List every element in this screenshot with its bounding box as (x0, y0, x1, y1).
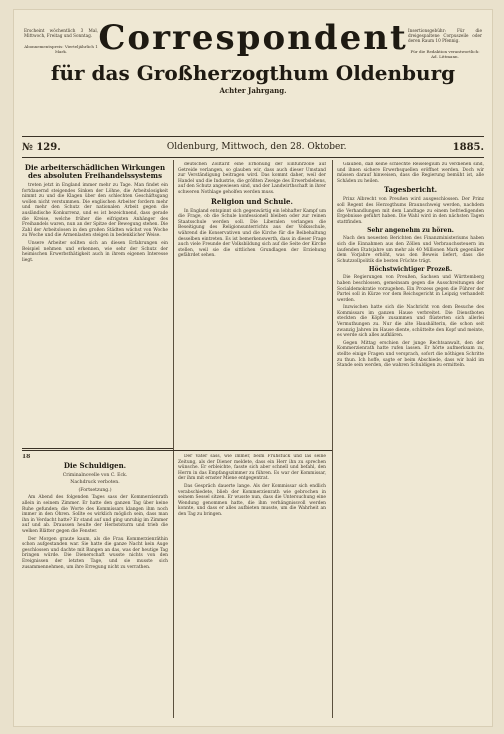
subscription-price: Abonnementspreis: Vierteljährlich 1 Mark. (24, 44, 98, 54)
news-item: Die Regierungen von Preußen, Sachsen und Württemberg haben beschlossen, gemeinsam gegen die Ausschreitungen der Socialdemokratie vorzugehen. Ein Prozess gegen die Führer der Partei soll in Kürze vor dem Reichsgericht in Leipzig verhandelt werden. (337, 275, 484, 303)
dateline (22, 136, 484, 158)
news-column-intro: Glauben, daß keine schlechte Reiselegium zu verdienen sind, und ihnen sichere Erwerbsquellen eröffnet werden. Doch wir müssen darauf hinweisen, dass die Regierung bemüht ist, alle Schäden zu heilen. (337, 162, 484, 184)
lead-article (22, 162, 168, 446)
news-item: Nach den neuesten Berichten des Finanzministeriums haben sich die Einnahmen aus den Zöllen und Verbrauchssteuern im laufenden Etatsjahre um mehr als 40 Millionen Mark gegenüber dem Vorjahre erhöht, was den Beweis liefert, dass die Schutzzollpolitik die besten Früchte trägt. (337, 236, 484, 264)
feuilleton-paragraph: Am Abend des folgenden Tages sass der Kommerzienrath allein in seinem Zimmer. Er hatte den ganzen Tag über keine Ruhe gefunden; die Worte des Kommissars klangen ihm noch immer in den Ohren. Sollte es wirklich möglich sein, dass man ihn in Verdacht hatte? Er stand auf und ging unruhig im Zimmer auf und ab. Draussen heulte der Herbststurm und trieb die welken Blätter gegen die Fenster. (22, 495, 168, 534)
news-subheading: Sehr angenehm zu hören. (367, 227, 454, 235)
issue-year: 1885. (452, 141, 484, 153)
feuilleton-title: Die Schuldigen. (63, 460, 127, 470)
feuilleton-rights: Nachdruck verboten. (70, 480, 120, 486)
middle-column-text: deutschen Zolltarif eine Erhöhung der Einfuhrzölle auf Getreide verlangen, so glauben wir, dass auch dieser Umstand zur Verständigung beitragen wird. Das kommt daher, weil der Handel und die Industrie, die größten Zweige des Erwerbslebens, auf den Schutz angewiesen sind, und der Landwirthschaft in ihrer schweren Nothlage geholfen werden muss. (178, 162, 326, 195)
newspaper-subtitle: für das Großherzogthum Oldenburg (50, 61, 456, 85)
feuilleton-divider (22, 448, 173, 449)
feuilleton-continuation: (Fortsetzung.) (78, 487, 112, 493)
lead-article-body-2: Unsere Arbeiter sollten sich an diesen Erfahrungen ein Beispiel nehmen und erkennen, wie sehr der Schutz der heimischen Erwerbsthätigkeit auch in ihrem eigenen Interesse liegt. (22, 240, 168, 263)
middle-column (178, 162, 326, 446)
column-divider (332, 160, 333, 718)
news-subheading: Höchstwichtiger Prozeß. (368, 266, 453, 274)
feuilleton-paragraph: Der Vater sass, wie immer, beim Frühstück und las seine Zeitung, als der Diener meldete, dass ein Herr ihn zu sprechen wünsche. Er erbleichte, fasste sich aber schnell und befahl, den Herrn in das Empfangszimmer zu führen. Es war der Kommissar, der ihm mit ernster Miene entgegentrat. (178, 454, 326, 482)
column-divider (173, 160, 174, 718)
news-item: Gegen Mittag erschien der junge Rechtsanwalt, den der Kommerzienrath hatte rufen lassen. Er hörte aufmerksam zu, stellte einige Fragen und versprach, sofort die nöthigen Schritte zu thun. Ich hoffe, sagte er beim Abschiede, dass wir bald im Stande sein werden, die wahren Schuldigen zu ermitteln. (337, 340, 484, 369)
editor-credit: Für die Redaktion verantwortlich: Ad. Littmann. (410, 49, 480, 59)
news-item: Prinz Albrecht von Preußen wird ausgeschlossen. Der Prinz soll Regent des Herzogthums Braunschweig werden, nachdem die Verhandlungen mit dem Landtage zu einem befriedigenden Ergebnisse geführt haben. Die Wahl wird in den nächsten Tagen stattfinden. (337, 197, 484, 225)
issue-number: № 129. (22, 141, 61, 153)
volume-label: Achter Jahrgang. (219, 86, 287, 95)
feuilleton-continued (178, 454, 326, 718)
feuilleton-paragraph: Das Gespräch dauerte lange. Als der Kommissar sich endlich verabschiedete, blieb der Kommerzienrath wie gebrochen in seinem Sessel sitzen. Er wusste nun, dass die Untersuchung eine Wendung genommen hatte, die ihm verhängnissvoll werden konnte, und dass er alles aufbieten musste, um die Wahrheit an den Tag zu bringen. (178, 483, 326, 517)
feuilleton (22, 454, 168, 718)
publication-schedule: Erscheint wöchentlich 3 Mal, Mittwoch, Freitag und Sonntag. (24, 28, 98, 38)
religion-school-heading: Religion und Schule. (211, 196, 293, 206)
newspaper-page (14, 10, 492, 726)
advertising-info (408, 28, 482, 59)
advertising-rates: Insertionsgebühr: Für die dreigespaltene Corpuszeile oder deren Raum 10 Pfennig. (408, 28, 482, 43)
news-column (337, 162, 484, 718)
news-item: Inzwischen hatte sich die Nachricht von dem Besuche des Kommissars im ganzen Hause verbreitet. Die Dienstboten steckten die Köpfe zusammen und flüsterten sich allerlei Vermuthungen zu. Nur die alte Haushälterin, die schon seit zwanzig Jahren im Hause diente, schüttelte den Kopf und meinte, es werde sich alles aufklären. (337, 305, 484, 339)
feuilleton-paragraph: Der Morgen graute kaum, als die Frau Kommerzienräthin schon aufgestanden war. Sie hatte die ganze Nacht kein Auge geschlossen und dachte mit Bangen an das, was der heutige Tag bringen würde. Die Dienerschaft wusste nichts von den Ereignissen der letzten Tage, und sie musste sich zusammennehmen, um ihre Erregung nicht zu verrathen. (22, 536, 168, 570)
daily-report-heading: Tagesbericht. (383, 185, 438, 195)
newspaper-title: Correspondent (98, 18, 408, 58)
issue-date: Oldenburg, Mittwoch, den 28. Oktober. (166, 142, 347, 152)
lead-article-body: treten jetzt in England immer mehr zu Tage. Man findet ein fortdauernd steigendes Sinken der Löhne, die Arbeitslosigkeit nimmt zu und die Klagen über den schlechten Geschäftsgang wollen nicht verstummen. Die englischen Arbeiter fordern mehr und mehr den Schutz der nationalen Arbeit gegen die ausländische Konkurrenz, und es ist bezeichnend, dass gerade die Kreise, welche früher die eifrigsten Anhänger des Freihandels waren, nun an der Spitze der Bewegung stehen. Die Zahl der Arbeitslosen in den großen Städten wächst von Woche zu Woche und die Armenlasten steigen in bedenklicher Weise. (22, 183, 168, 239)
feuilleton-number: 18 (22, 454, 31, 460)
lead-article-title: Die arbeiterschädlichen Wirkungen des absoluten Freihandelssystems (24, 163, 166, 180)
religion-school-body: In England entspinnt sich gegenwärtig ein lebhafter Kampf um die Frage, ob die Schule konfessionell bleiben oder zur reinen Staatsschule werden soll. Die Liberalen verlangen die Beseitigung des Religionsunterrichts aus der Volksschule, während die Konservativen und die Kirche für die Beibehaltung desselben eintreten. Es ist bemerkenswerth, dass in dieser Frage auch viele Freunde der Volksbildung sich auf die Seite der Kirche stellen, weil sie die sittlichen Grundlagen der Erziehung gefährdet sehen. (178, 208, 326, 259)
feuilleton-author: Criminalnovelle von C. Eck. (62, 472, 128, 478)
feuilleton-divider (22, 450, 332, 451)
